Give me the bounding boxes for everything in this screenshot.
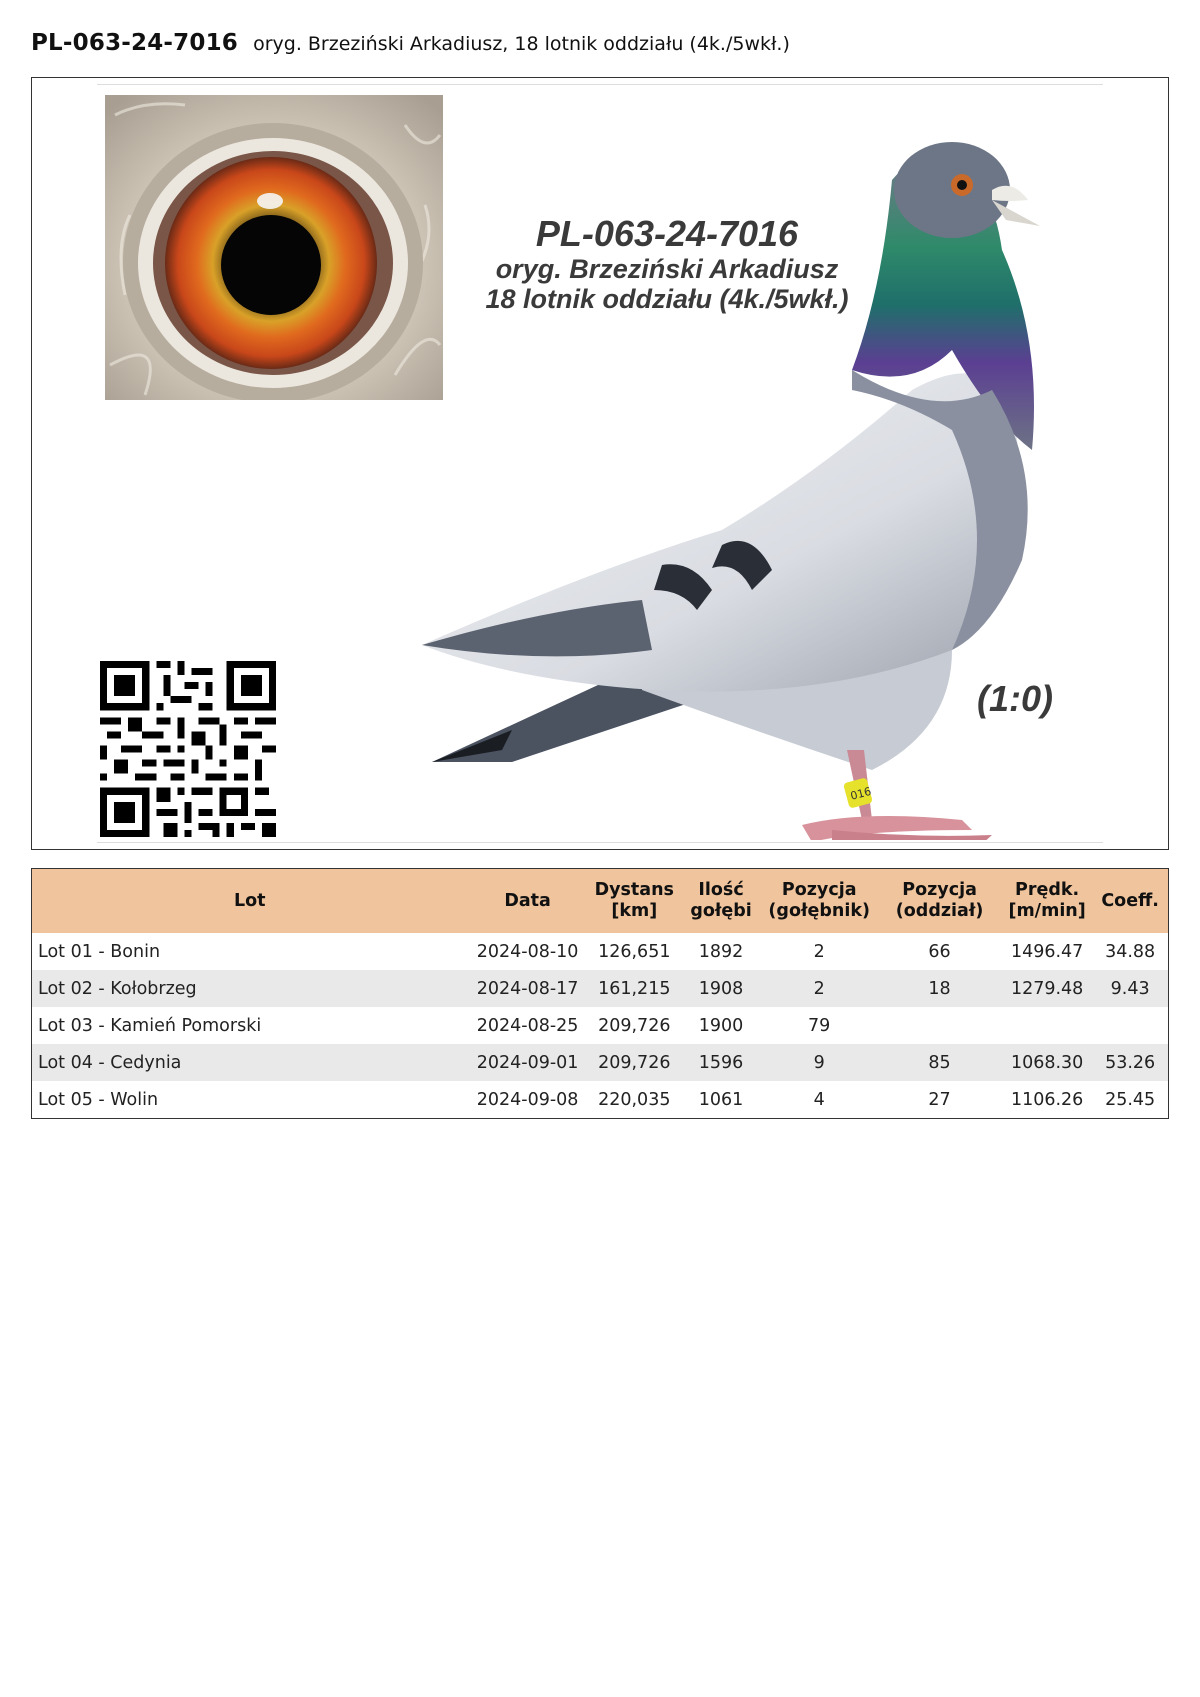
qr-code[interactable] <box>100 661 276 837</box>
cell-predkosc <box>1002 1007 1092 1044</box>
ring-number: PL-063-24-7016 <box>31 30 238 56</box>
col-data: Data <box>467 869 587 934</box>
cell-dystans: 220,035 <box>598 1089 671 1110</box>
table-header-row <box>32 869 1169 934</box>
cell-coeff: 9.43 <box>1092 970 1168 1007</box>
cell-dystans: 209,726 <box>588 1044 681 1081</box>
cell-lot: Lot 01 - Bonin <box>38 941 161 962</box>
pigeon-photo-card <box>31 77 1169 850</box>
card-result: 18 lotnik oddziału (4k./5wkł.) <box>485 284 849 314</box>
cell-pozycja-golebnik: 2 <box>761 970 877 1007</box>
card-ring-number: PL-063-24-7016 <box>535 213 799 254</box>
cell-lot: Lot 04 - Cedynia <box>32 1044 468 1081</box>
cell-ilosc: 1900 <box>698 1015 744 1036</box>
col-predkosc: Prędk. [m/min] <box>1002 869 1092 934</box>
cell-coeff <box>1092 1007 1168 1044</box>
table-row <box>32 1007 1169 1044</box>
cell-predkosc: 1496.47 <box>1010 941 1084 962</box>
col-coeff: Coeff. <box>1092 869 1168 934</box>
table-row <box>32 970 1169 1007</box>
sex-label: (1:0) <box>977 678 1054 719</box>
pigeon-photo <box>392 90 1132 840</box>
cell-predkosc: 1279.48 <box>1002 970 1092 1007</box>
cell-pozycja-golebnik: 4 <box>813 1089 825 1110</box>
cell-ilosc: 1908 <box>681 970 761 1007</box>
cell-ilosc: 1596 <box>681 1044 761 1081</box>
cell-pozycja-oddzial: 85 <box>877 1044 1002 1081</box>
cell-pozycja-oddzial: 18 <box>877 970 1002 1007</box>
leg-band: 016 <box>848 784 873 803</box>
page-header <box>31 30 790 56</box>
table-row <box>32 933 1169 970</box>
cell-predkosc: 1106.26 <box>1010 1089 1084 1110</box>
cell-coeff: 25.45 <box>1105 1089 1156 1110</box>
table-row <box>32 1081 1169 1119</box>
header-subtitle: oryg. Brzeziński Arkadiusz, 18 lotnik oddziału (4k./5wkł.) <box>253 33 790 55</box>
cell-coeff: 34.88 <box>1105 941 1156 962</box>
divider <box>97 842 1103 843</box>
divider <box>97 84 1103 85</box>
cell-pozycja-oddzial: 27 <box>928 1089 951 1110</box>
cell-data: 2024-09-01 <box>467 1044 587 1081</box>
cell-ilosc: 1892 <box>698 941 744 962</box>
cell-dystans: 126,651 <box>598 941 671 962</box>
cell-predkosc: 1068.30 <box>1002 1044 1092 1081</box>
race-results-table <box>31 868 1169 1119</box>
cell-pozycja-golebnik: 79 <box>808 1015 831 1036</box>
col-pozycja-golebnik: Pozycja (gołębnik) <box>761 869 877 934</box>
cell-data: 2024-08-10 <box>476 941 579 962</box>
cell-ilosc: 1061 <box>698 1089 744 1110</box>
cell-lot: Lot 05 - Wolin <box>38 1089 159 1110</box>
cell-coeff: 53.26 <box>1092 1044 1168 1081</box>
table-row <box>32 1044 1169 1081</box>
cell-pozycja-golebnik: 9 <box>761 1044 877 1081</box>
col-pozycja-oddzial: Pozycja (oddział) <box>877 869 1002 934</box>
cell-lot: Lot 02 - Kołobrzeg <box>32 970 468 1007</box>
col-lot: Lot <box>32 869 468 934</box>
card-breeder: oryg. Brzeziński Arkadiusz <box>495 254 839 284</box>
cell-dystans: 209,726 <box>598 1015 671 1036</box>
cell-lot: Lot 03 - Kamień Pomorski <box>38 1015 262 1036</box>
cell-data: 2024-08-25 <box>476 1015 579 1036</box>
col-dystans: Dystans [km] <box>588 869 681 934</box>
cell-data: 2024-08-17 <box>467 970 587 1007</box>
cell-dystans: 161,215 <box>588 970 681 1007</box>
cell-pozycja-oddzial: 66 <box>928 941 951 962</box>
col-ilosc: Ilość gołębi <box>681 869 761 934</box>
cell-data: 2024-09-08 <box>476 1089 579 1110</box>
cell-pozycja-golebnik: 2 <box>813 941 825 962</box>
cell-pozycja-oddzial <box>877 1007 1002 1044</box>
